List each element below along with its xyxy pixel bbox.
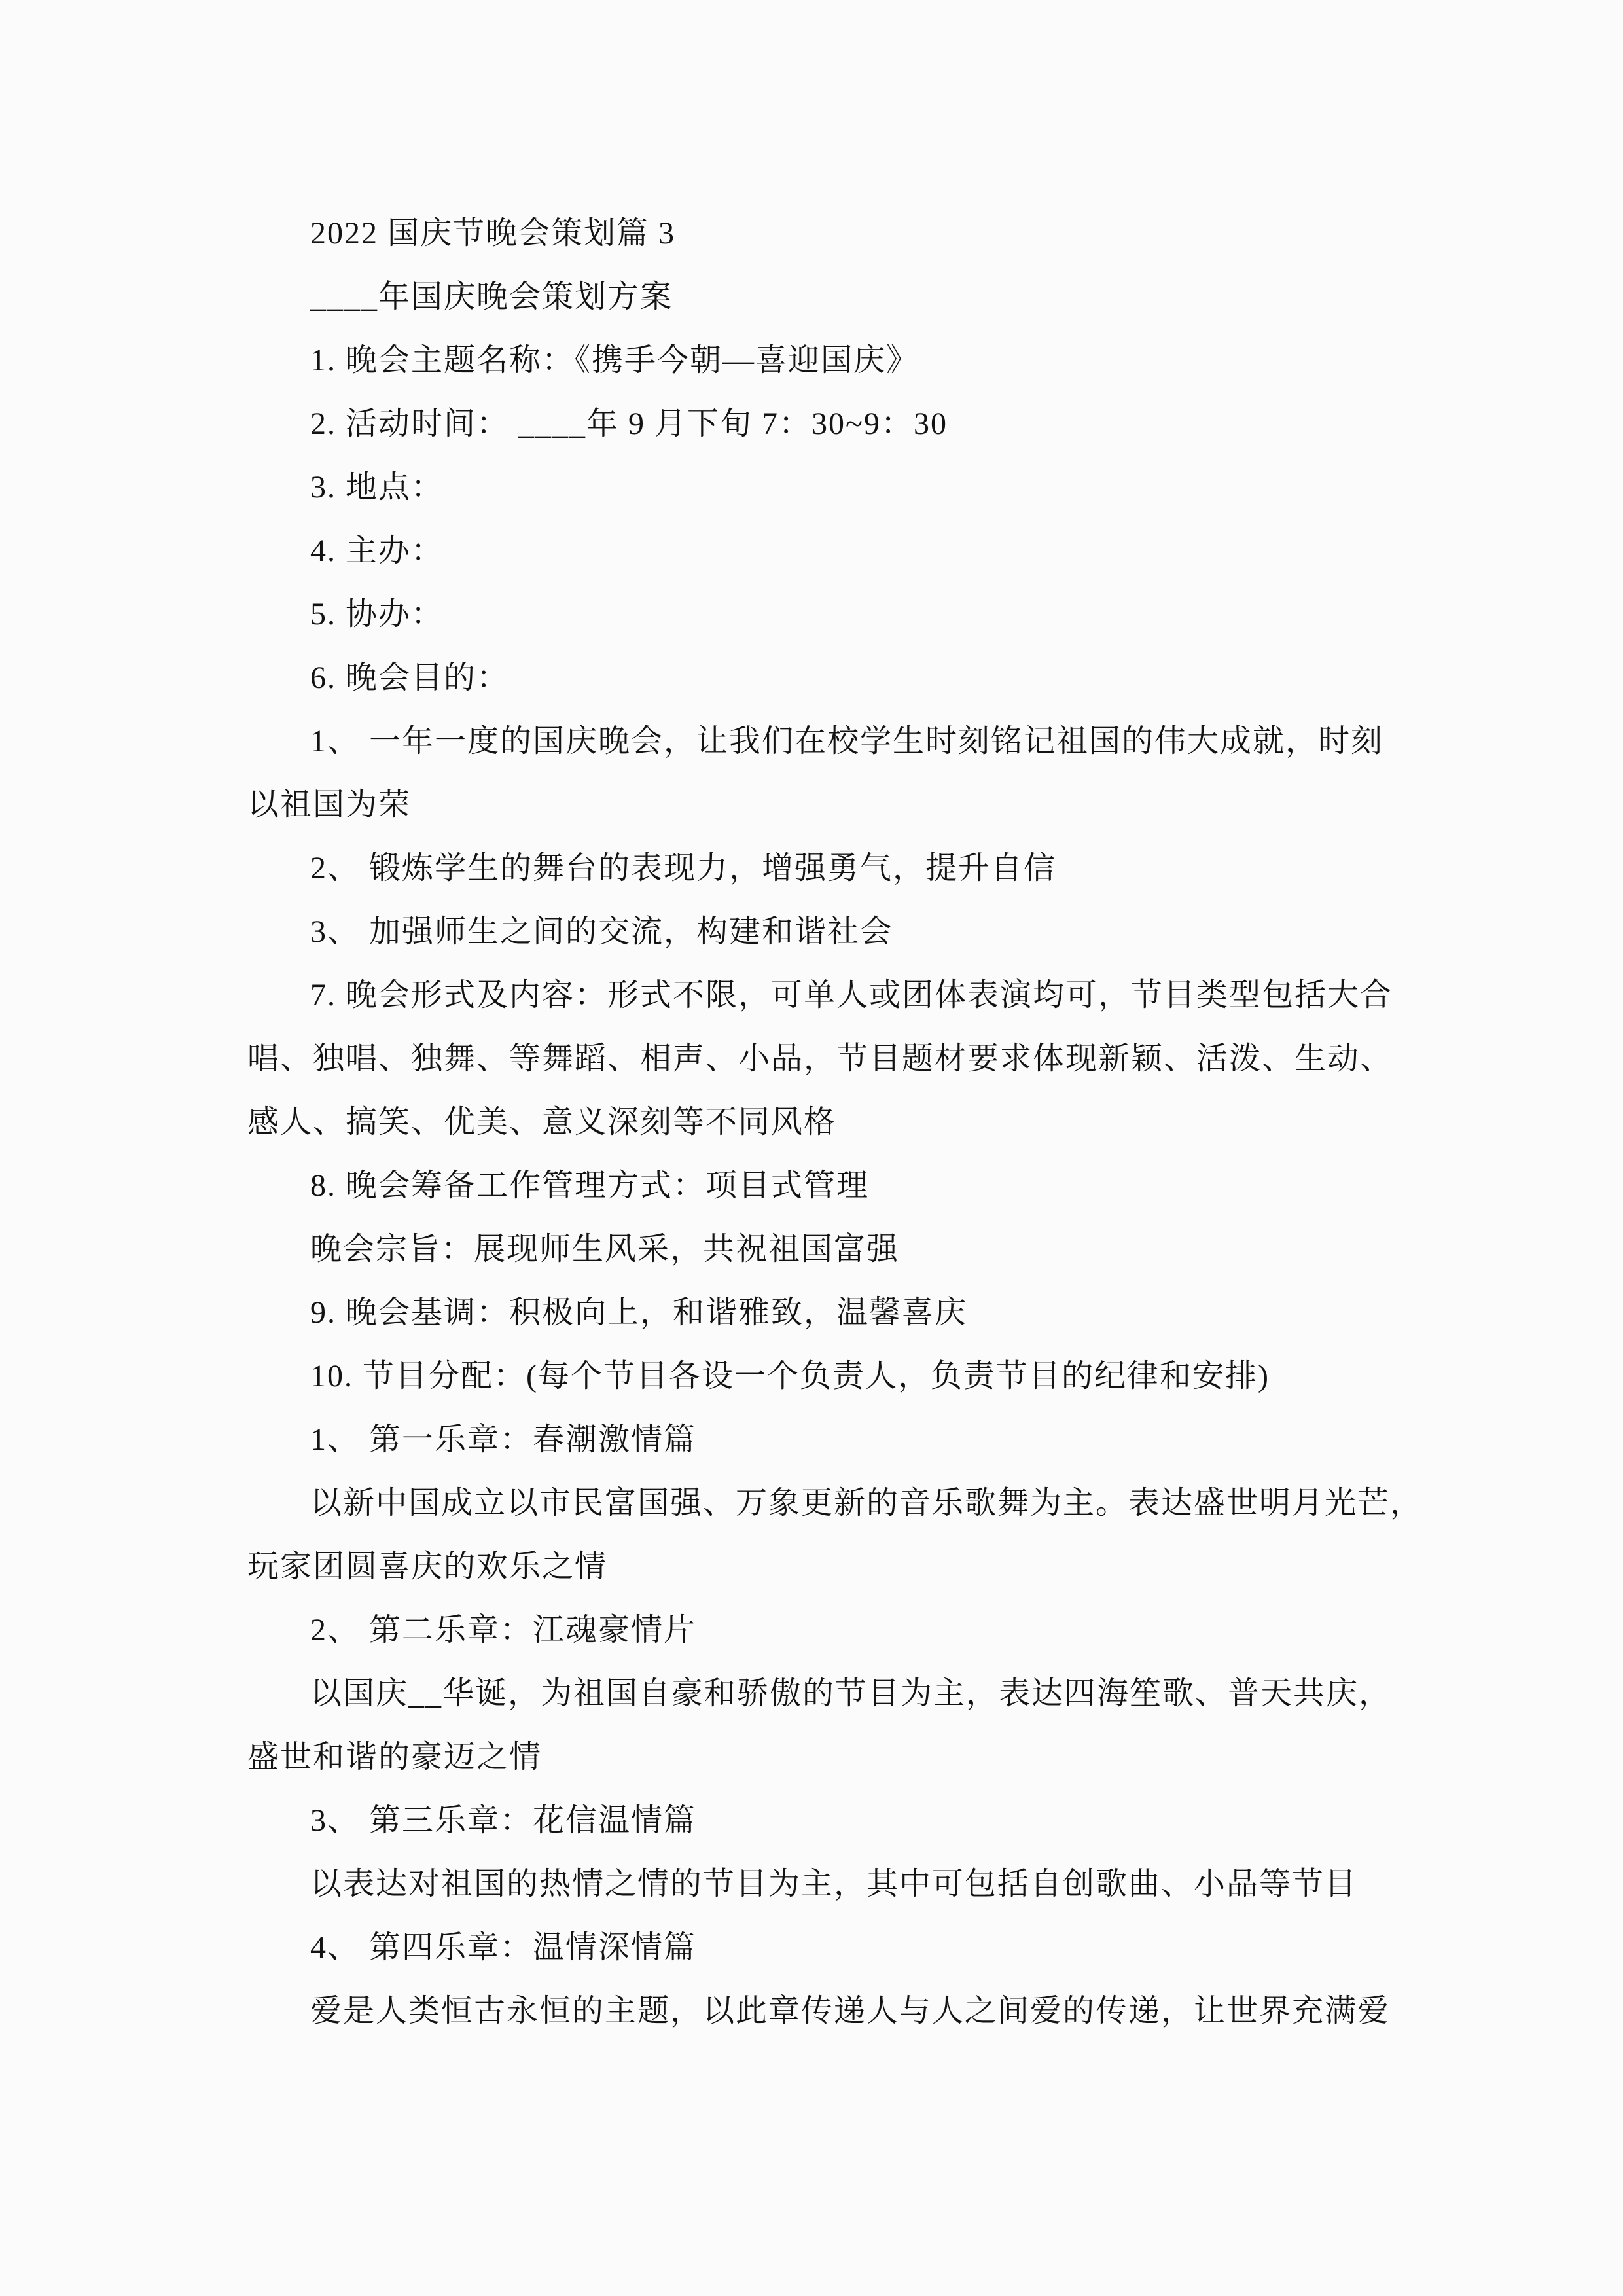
- item-7-form-line-2: 唱、独唱、独舞、等舞蹈、相声、小品，节目题材要求体现新颖、活泼、生动、: [247, 1041, 1393, 1076]
- chapter-1-desc-2: 玩家团圆喜庆的欢乐之情: [247, 1549, 608, 1584]
- purpose-1-line-1: 1、 一年一度的国庆晚会，让我们在校学生时刻铭记祖国的伟大成就，时刻: [310, 724, 1384, 759]
- item-4-host: 4. 主办：: [310, 533, 444, 568]
- chapter-3-desc: 以表达对祖国的热情之情的节目为主，其中可包括自创歌曲、小品等节目: [310, 1867, 1358, 1901]
- item-10-distribution: 10. 节目分配：(每个节目各设一个负责人，负责节目的纪律和安排): [310, 1359, 1270, 1393]
- chapter-1-title: 1、 第一乐章：春潮激情篇: [310, 1422, 697, 1457]
- doc-title: 2022 国庆节晚会策划篇 3: [310, 216, 676, 251]
- chapter-1-desc-1: 以新中国成立以市民富国强、万象更新的音乐歌舞为主。表达盛世明月光芒，: [310, 1486, 1423, 1520]
- item-1-theme: 1. 晚会主题名称：《携手今朝—喜迎国庆》: [310, 343, 919, 378]
- chapter-2-desc-2: 盛世和谐的豪迈之情: [247, 1740, 543, 1774]
- item-9-tone: 9. 晚会基调：积极向上，和谐雅致，温馨喜庆: [310, 1295, 968, 1330]
- doc-subtitle: ____年国庆晚会策划方案: [310, 279, 673, 314]
- item-6-purpose: 6. 晚会目的：: [310, 660, 510, 695]
- chapter-2-title: 2、 第二乐章：江魂豪情片: [310, 1613, 697, 1647]
- purpose-2: 2、 锻炼学生的舞台的表现力，增强勇气，提升自信: [310, 851, 1057, 886]
- item-8-management: 8. 晚会筹备工作管理方式：项目式管理: [310, 1168, 870, 1203]
- item-7-form-line-1: 7. 晚会形式及内容：形式不限，可单人或团体表演均可，节目类型包括大合: [310, 978, 1393, 1013]
- document-text-block: [247, 202, 1423, 2043]
- chapter-3-title: 3、 第三乐章：花信温情篇: [310, 1803, 697, 1838]
- chapter-4-title: 4、 第四乐章：温情深情篇: [310, 1930, 697, 1965]
- item-5-cohost: 5. 协办：: [310, 597, 444, 632]
- item-3-place: 3. 地点：: [310, 470, 444, 505]
- item-2-time: 2. 活动时间： ____年 9 月下旬 7：30~9：30: [310, 406, 948, 441]
- party-tenet: 晚会宗旨：展现师生风采，共祝祖国富强: [310, 1232, 900, 1266]
- chapter-2-desc-1: 以国庆__华诞，为祖国自豪和骄傲的节目为主，表达四海笙歌、普天共庆，: [310, 1676, 1392, 1711]
- chapter-4-desc: 爱是人类恒古永恒的主题，以此章传递人与人之间爱的传递，让世界充满爱: [310, 1994, 1391, 2028]
- item-7-form-line-3: 感人、搞笑、优美、意义深刻等不同风格: [247, 1105, 837, 1139]
- purpose-3: 3、 加强师生之间的交流，构建和谐社会: [310, 914, 893, 949]
- purpose-1-line-2: 以祖国为荣: [247, 787, 412, 822]
